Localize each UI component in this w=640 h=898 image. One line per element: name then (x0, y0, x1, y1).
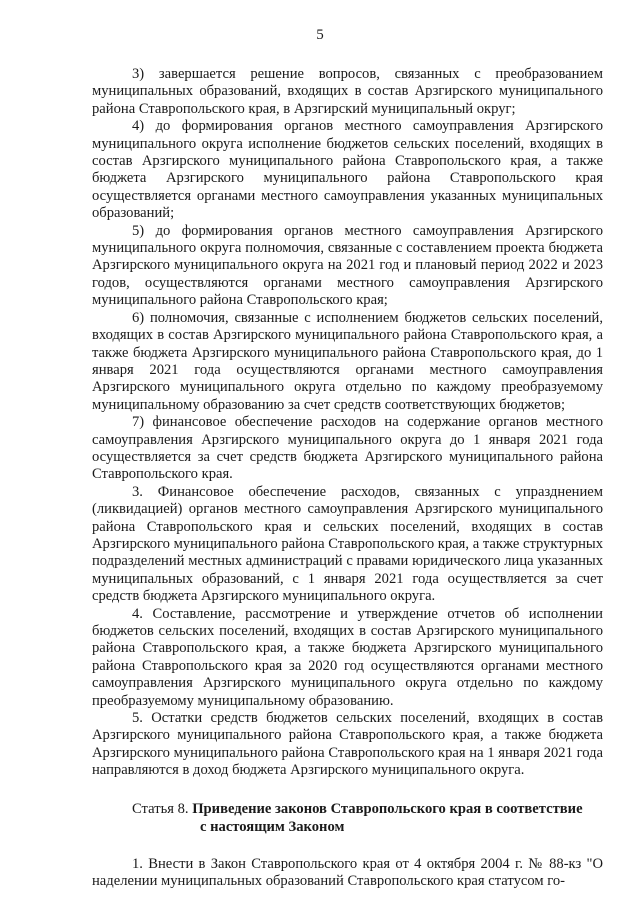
paragraph-item-4: 4) до формирования органов местного самоуправления Арзгирского муниципального округа исполнение бюджетов сельских поселений, входящих в состав Арзгирского муниципального района Ставропольского края, а также бюджета Арзгирского муниципального района Ставропольского края осуществляется органами местного самоуправления указанных муниципальных образований; (92, 118, 603, 222)
paragraph-item-6: 6) полномочия, связанные с исполнением бюджетов сельских поселений, входящих в состав Арзгирского муниципального района Ставропольского края, а также бюджета Арзгирского муниципального района Ставропольского края, до 1 января 2021 года осуществляются органами местного самоуправления Арзгирского муниципального округа отдельно по каждому преобразуемому муниципальному образованию за счет средств соответствующих бюджетов; (92, 309, 603, 413)
paragraph-item-3: 3) завершается решение вопросов, связанных с преобразованием муниципальных образований, входящих в состав Арзгирского муниципального района Ставропольского края, в Арзгирский муниципальный округ; (92, 66, 603, 117)
document-body (92, 66, 603, 890)
paragraph-part-5: 5. Остатки средств бюджетов сельских поселений, входящих в состав Арзгирского муниципального района Ставропольского края, а также бюджета Арзгирского муниципального района Ставропольского края на 1 января 2021 года направляются в доход бюджета Арзгирского муниципального округа. (92, 710, 603, 779)
article-heading (92, 800, 603, 836)
page-number: 5 (316, 27, 324, 43)
article-number: Статья 8. (132, 800, 193, 817)
paragraph-part-3: 3. Финансовое обеспечение расходов, связанных с упразднением (ликвидацией) органов местного самоуправления Арзгирского муниципального района Ставропольского края и сельских поселений, входящих в состав Арзгирского муниципального района Ставропольского края, а также структурных подразделений местных администраций с правами юридического лица указанных муниципальных образований, с 1 января 2021 года осуществляется за счет средств бюджета Арзгирского муниципального округа. (92, 483, 603, 605)
paragraph-part-4: 4. Составление, рассмотрение и утверждение отчетов об исполнении бюджетов сельских поселений, входящих в состав Арзгирского муниципального района Ставропольского края, а также бюджета Арзгирского муниципального района Ставропольского края за 2020 год осуществляются органами местного самоуправления Арзгирского муниципального округа отдельно по каждому преобразуемому муниципальному образованию. (92, 605, 603, 709)
article-title-continuation: с настоящим Законом (200, 818, 345, 835)
paragraph-article-8-part-1: 1. Внести в Закон Ставропольского края от 4 октября 2004 г. № 88-кз "О наделении муниципальных образований Ставропольского края статусом го- (92, 855, 603, 890)
paragraph-item-7: 7) финансовое обеспечение расходов на содержание органов местного самоуправления Арзгирского муниципального округа до 1 января 2021 года осуществляется за счет средств бюджета Арзгирского муниципального района Ставропольского края. (92, 414, 603, 483)
article-title: Приведение законов Ставропольского края в соответствие (192, 800, 583, 817)
paragraph-item-5: 5) до формирования органов местного самоуправления Арзгирского муниципального округа полномочия, связанные с составлением проекта бюджета Арзгирского муниципального округа на 2021 год и плановый период 2022 и 2023 годов, осуществляются органами местного самоуправления Арзгирского муниципального района Ставропольского края; (92, 222, 603, 309)
